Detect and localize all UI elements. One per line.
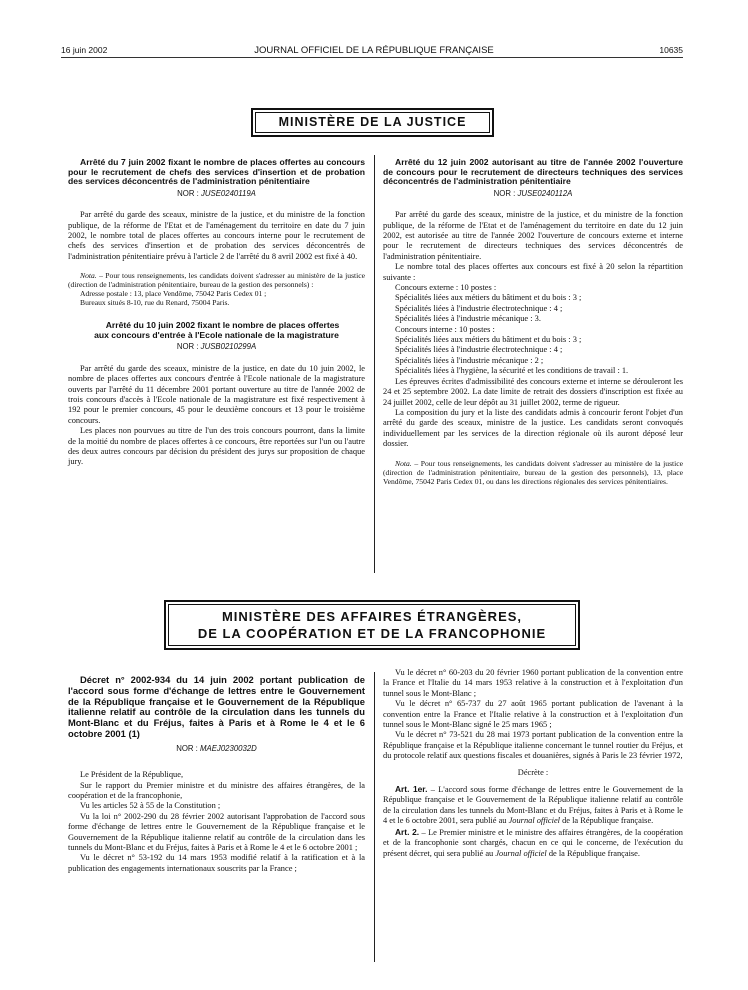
- spec-item: Spécialités liées à l'industrie électrotechnique : 4 ;: [395, 303, 563, 313]
- arrete-3-body: Par arrêté du garde des sceaux, ministre de la justice, et du ministre de la fonction publique, de la réforme de l'Etat et de l'aménagement du territoire en date du 12 juin 2002, est autorisée au titre de l'année 2002 l'ouverture de concours externe et interne pour le recrutement de directeurs techniques des services déconcentrés de l'administration pénitentiaire.: [383, 210, 683, 261]
- decree-rapport: Sur le rapport du Premier ministre et du ministre des affaires étrangères, de la coopération et de la francophonie,: [68, 780, 365, 800]
- decree-decrete: Décrète :: [517, 767, 549, 777]
- decree-article-2: [383, 827, 683, 859]
- spec-item: Spécialités liées aux métiers du bâtiment et du bois : 3 ;: [395, 335, 582, 345]
- nor-label: NOR :: [176, 342, 199, 352]
- ministry-justice-box: [251, 108, 494, 137]
- nor-label: NOR :: [177, 188, 199, 198]
- ministry-foreign-box: [164, 600, 580, 650]
- address-offices: Bureaux situés 8-10, rue du Renard, 75004 Paris.: [80, 298, 230, 308]
- header-rule: [61, 57, 683, 58]
- arrete-2-title: Arrêté du 10 juin 2002 fixant le nombre de places offertes aux concours d'entrée à l'Ecole nationale de la magistrature: [94, 320, 340, 340]
- journal-officiel-ref: Journal officiel: [508, 816, 560, 826]
- spec-item: Concours externe : 10 postes :: [395, 283, 497, 293]
- arrete-3-specialites: [383, 283, 683, 377]
- spec-item: Concours interne : 10 postes :: [395, 324, 495, 334]
- decree-president: Le Président de la République,: [80, 770, 184, 780]
- arrete-3-jury: La composition du jury et la liste des candidats admis à concourir feront l'objet d'un arrêté du garde des sceaux, ministre de la justice. Les candidats seront convoqués individuellement par les services de la direction régionale où ils auront déposé leur dossier.: [383, 407, 683, 449]
- arrete-2-body-2: Les places non pourvues au titre de l'un des trois concours pourront, dans la limite de la moitié du nombre de places offertes à ce concours, être reportées sur l'un ou l'autre des deux autres concours par décision du président des jurys sur proposition de chaque jury.: [68, 426, 365, 467]
- journal-officiel-ref: Journal officiel: [495, 848, 547, 858]
- spec-item: Spécialités liées à l'industrie électrotechnique : 4 ;: [395, 345, 563, 355]
- arrete-1-note: [68, 271, 365, 307]
- column-divider-lower: [374, 672, 375, 962]
- right-column: [383, 158, 683, 486]
- left-column: [68, 158, 365, 468]
- arrete-3-epreuves: Les épreuves écrites d'admissibilité des concours externe et interne se dérouleront les 24 et 25 septembre 2002. La date limite de retrait des dossiers d'inscription est fixée au 24 juillet 2002, celle de leur dépôt au 31 juillet 2002, terme de rigueur.: [383, 376, 683, 407]
- arrete-1-title: Arrêté du 7 juin 2002 fixant le nombre de places offertes au concours pour le recrutement de chefs des services d'insertion et de probation des services déconcentrés de l'administration pénitentiaire: [68, 157, 365, 187]
- spec-item: Spécialités liées à l'industrie mécanique : 2 ;: [395, 355, 544, 365]
- column-divider: [374, 155, 375, 573]
- article-1-end: de la République française.: [560, 816, 654, 826]
- arrete-3-title: Arrêté du 12 juin 2002 autorisant au titre de l'année 2002 l'ouverture de concours pour le recrutement de directeurs techniques des services déconcentrés de l'administration pénitentiaire: [383, 157, 683, 187]
- nor-code: MAEJ0230032D: [200, 743, 257, 753]
- decree-right-column: [383, 668, 683, 859]
- arrete-3-repartition: Le nombre total des places offertes aux concours est fixé à 20 selon la répartition suivante :: [383, 262, 683, 282]
- nor-code: JUSE0240112A: [517, 188, 573, 198]
- spec-item: Spécialités liées à l'hygiène, la sécurité et les conditions de travail : 1.: [395, 366, 629, 376]
- ministry-foreign-line-2: DE LA COOPÉRATION ET DE LA FRANCOPHONIE: [197, 626, 547, 641]
- ministry-justice-heading: MINISTÈRE DE LA JUSTICE: [255, 112, 490, 133]
- article-1-text: – L'accord sous forme d'échange de lettres entre le Gouvernement de la République française et le Gouvernement de la République italienne relatif au contrôle de la circulation dans les tunnels du Mont-Blanc et du Fréjus, faites à Paris et à Rome le 4 et le 6 octobre 2001, sera publié au: [383, 785, 683, 826]
- header-date: 16 juin 2002: [61, 45, 108, 55]
- article-2-end: de la République française.: [546, 848, 640, 858]
- spec-item: Spécialités liées à l'industrie mécanique : 3.: [395, 314, 541, 324]
- decree-article-1: [383, 784, 683, 827]
- decree-vu-decret-1953: Vu le décret n° 53-192 du 14 mars 1953 modifié relatif à la ratification et à la publication des engagements internationaux souscrits par la France ;: [68, 853, 365, 873]
- ministry-foreign-line-1: MINISTÈRE DES AFFAIRES ÉTRANGÈRES,: [221, 609, 523, 624]
- nota-text: – Pour tous renseignements, les candidats doivent s'adresser au ministère de la justice (direction de l'administration pénitentiaire, bureau de la gestion des personnels) :: [68, 271, 365, 290]
- decree-vu-decret-1960: Vu le décret n° 60-203 du 20 février 1960 portant publication de la convention entre la France et l'Italie du 14 mars 1953 relative à la construction et à l'exploitation d'un tunnel sous le Mont-Blanc ;: [383, 668, 683, 698]
- decree-left-column: [68, 675, 365, 874]
- page-number: 10635: [659, 45, 683, 55]
- article-2-text: – Le Premier ministre et le ministre des affaires étrangères, de la coopération et de la francophonie sont chargés, chacun en ce qui le concerne, de l'exécution du présent décret, qui sera publié au: [383, 827, 683, 858]
- article-2-label: Art. 2.: [395, 826, 420, 837]
- journal-title: JOURNAL OFFICIEL DE LA RÉPUBLIQUE FRANÇAISE: [254, 45, 494, 56]
- decree-title: Décret n° 2002-934 du 14 juin 2002 portant publication de l'accord sous forme d'échange de lettres entre le Gouvernement de la République française et le Gouvernement de la République italienne relatif au contrôle de la circulation dans les tunnels du Mont-Blanc et du Fréjus, faites à Paris et à Rome le 4 et le 6 octobre 2001 (1): [68, 674, 365, 739]
- arrete-1-body: Par arrêté du garde des sceaux, ministre de la justice, et du ministre de la fonction publique, de la réforme de l'Etat et de l'aménagement du territoire en date du 7 juin 2002, le nombre total de places offertes au concours interne pour le recrutement de chefs des services d'insertion et de probation des services déconcentrés de l'administration pénitentiaire prévu à l'article 2 de l'arrêté du 8 avril 2002 est fixé à 40.: [68, 210, 365, 261]
- arrete-3-nor: [383, 189, 683, 199]
- nor-code: JUSB0210299A: [200, 342, 257, 352]
- nor-label: NOR :: [176, 743, 198, 753]
- article-1-label: Art. 1er.: [395, 784, 428, 795]
- decree-vu-loi: Vu la loi n° 2002-290 du 28 février 2002 autorisant l'approbation de l'accord sous forme d'échange de lettres entre le Gouvernement de la République française et le Gouvernement de la République italienne relatif au contrôle de la circulation dans les tunnels du Mont-Blanc et du Fréjus, faites à Paris et à Rome le 4 et le 6 octobre 2001 ;: [68, 811, 365, 853]
- decree-nor: [68, 744, 365, 754]
- address-postal: Adresse postale : 13, place Vendôme, 75042 Paris Cedex 01 ;: [80, 289, 267, 299]
- arrete-3-note: [383, 459, 683, 486]
- nor-label: NOR :: [493, 188, 516, 198]
- arrete-2-body: Par arrêté du garde des sceaux, ministre de la justice, en date du 10 juin 2002, le nombre de places offertes aux concours d'entrée à l'Ecole nationale de la magistrature ouverts par l'arrêté du 11 décembre 2001 portant ouverture au titre de l'année 2002 de trois concours d'accès à l'Ecole nationale de la magistrature est fixé respectivement à 192 pour le premier concours, 45 pour le deuxième concours et 13 pour le troisième concours.: [68, 363, 365, 425]
- decree-vu-decret-1965: Vu le décret n° 65-737 du 27 août 1965 portant publication de l'avenant à la convention entre la France et l'Italie relative à la construction et à l'exploitation d'un tunnel sous le Mont-Blanc signé le 25 mars 1965 ;: [383, 699, 683, 730]
- nota-label: Nota.: [80, 271, 97, 281]
- arrete-2-nor: [68, 342, 365, 352]
- arrete-1-nor: [68, 189, 365, 199]
- nota-text: – Pour tous renseignements, les candidats doivent s'adresser au ministère de la justice (direction de l'administration pénitentiaire, bureau de la gestion des personnels), 13, place Vendôme, 75042 Paris Cedex 01, ou dans les directions régionales des services pénitentiaires.: [383, 458, 683, 486]
- decree-vu-constitution: Vu les articles 52 à 55 de la Constitution ;: [80, 801, 221, 811]
- decree-vu-decret-1973: Vu le décret n° 73-521 du 28 mai 1973 portant publication de la convention entre la République française et la République italienne concernant le tunnel routier du Fréjus, et du protocole relatif aux questions fiscales et douanières, signés à Paris le 23 février 1972,: [383, 730, 683, 761]
- nor-code: JUSE0240119A: [200, 188, 256, 198]
- spec-item: Spécialités liées aux métiers du bâtiment et du bois : 3 ;: [395, 293, 582, 303]
- ministry-foreign-heading: [168, 604, 576, 646]
- nota-label: Nota.: [395, 458, 412, 468]
